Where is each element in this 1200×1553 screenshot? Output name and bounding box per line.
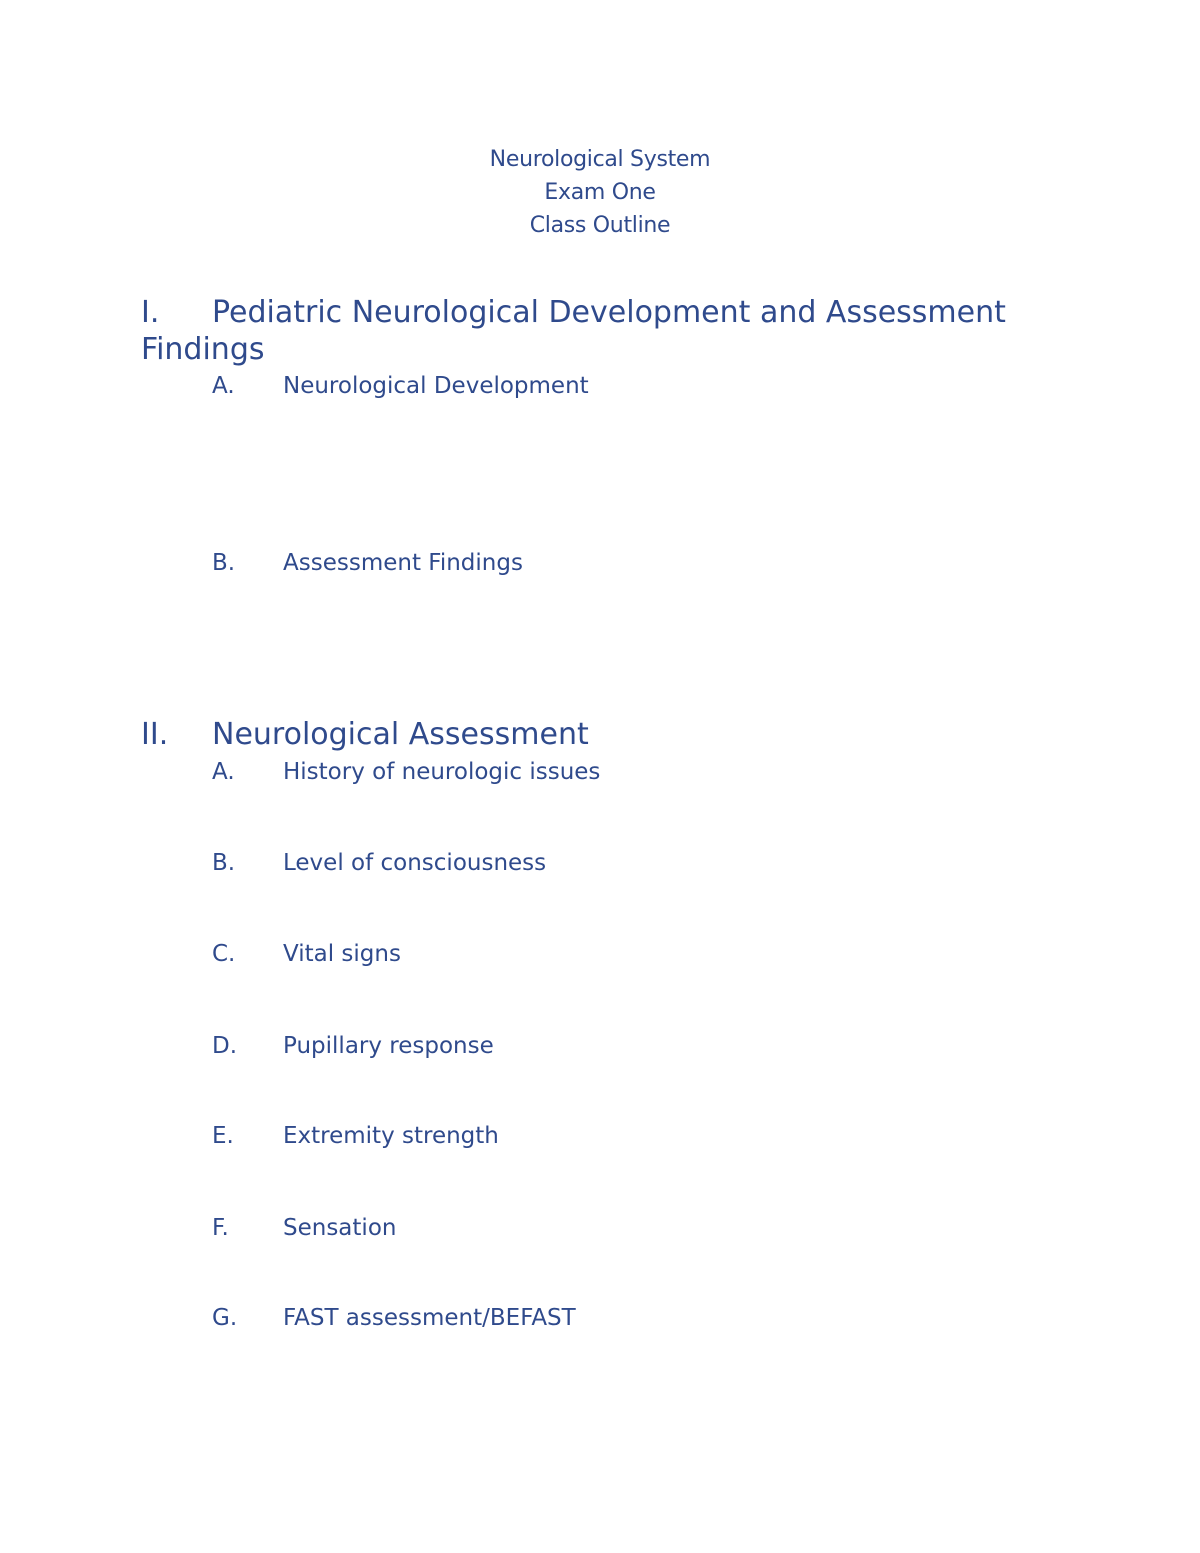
item-text: Extremity strength (283, 1123, 499, 1149)
item-text: FAST assessment/BEFAST (283, 1305, 576, 1331)
outline-item (212, 757, 1112, 787)
document-title: Neurological System (489, 147, 711, 172)
document-subtitle: Exam One (544, 180, 656, 205)
item-text: Neurological Development (283, 373, 589, 399)
outline-item (212, 371, 1112, 401)
section-title: Pediatric Neurological Development and Assessment Findings (141, 295, 1006, 367)
outline-item (212, 548, 1112, 578)
item-letter: A. (212, 373, 235, 399)
item-letter: F. (212, 1215, 229, 1241)
item-text: Vital signs (283, 941, 401, 967)
item-letter: A. (212, 759, 235, 785)
outline-item (212, 1213, 1112, 1243)
section-heading-1 (141, 294, 1061, 368)
item-letter: B. (212, 550, 236, 576)
item-text: Pupillary response (283, 1033, 494, 1059)
item-text: Assessment Findings (283, 550, 523, 576)
outline-item (212, 1031, 1112, 1061)
item-letter: G. (212, 1305, 238, 1331)
item-text: Sensation (283, 1215, 397, 1241)
section-title: Neurological Assessment (212, 717, 589, 752)
item-text: Level of consciousness (283, 850, 547, 876)
item-letter: B. (212, 850, 236, 876)
outline-item (212, 1303, 1112, 1333)
item-letter: C. (212, 941, 236, 967)
item-text: History of neurologic issues (283, 759, 601, 785)
document-title-block (0, 143, 1200, 242)
outline-item (212, 1121, 1112, 1151)
section-number: II. (141, 717, 169, 752)
outline-item (212, 848, 1112, 878)
section-heading-2 (141, 716, 1061, 753)
item-letter: E. (212, 1123, 234, 1149)
document-subtitle-2: Class Outline (529, 213, 671, 238)
outline-item (212, 939, 1112, 969)
section-number: I. (141, 295, 160, 330)
item-letter: D. (212, 1033, 238, 1059)
